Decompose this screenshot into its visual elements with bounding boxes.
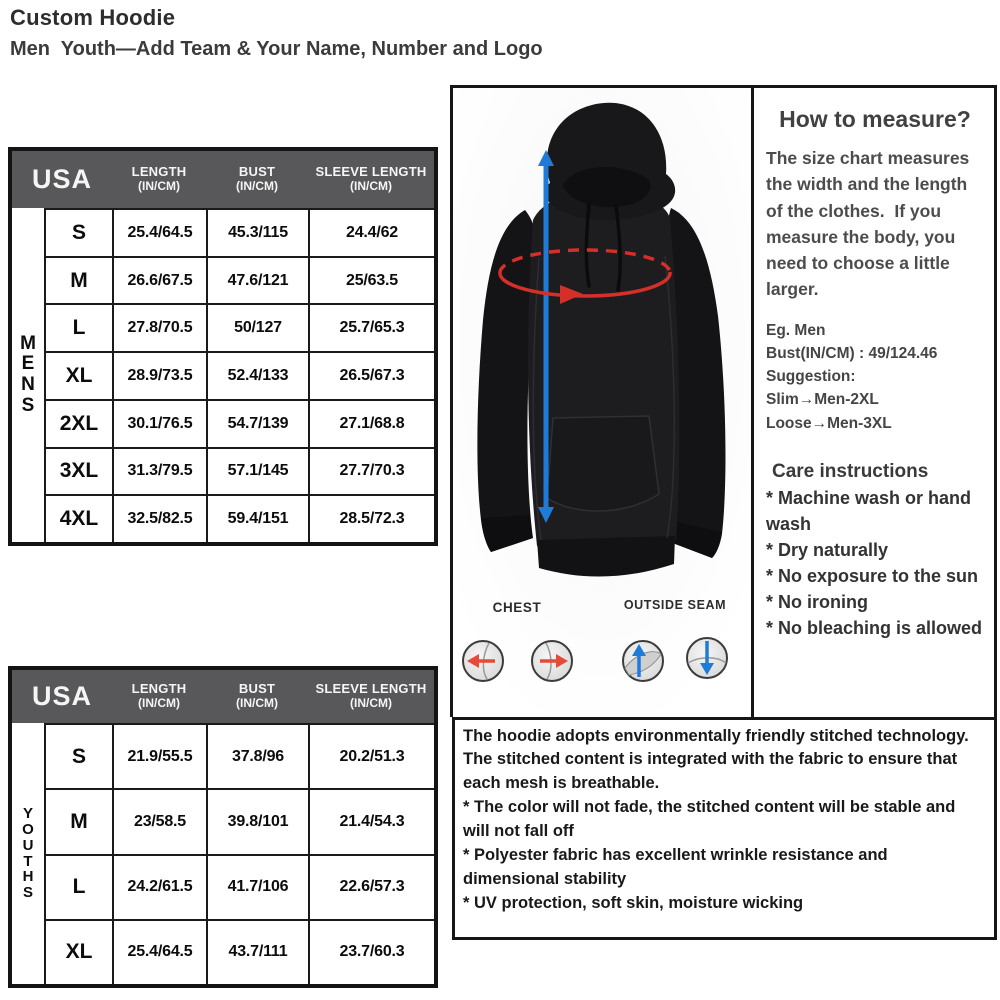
size-value: 21.4/54.3: [308, 790, 434, 853]
care-item: * No bleaching is allowed: [766, 618, 983, 639]
size-row: [46, 399, 434, 447]
size-value: 27.7/70.3: [308, 449, 434, 495]
info-paragraph: * Polyester fabric has excellent wrinkle resistance and dimensional stability: [463, 846, 888, 888]
youths-size-chart: [8, 666, 438, 988]
mens-rows: [46, 208, 434, 542]
info-paragraph: * The color will not fade, the stitched content will be stable and will not fall off: [463, 798, 956, 840]
size-value: 45.3/115: [206, 210, 308, 256]
info-paragraph: The hoodie adopts environmentally friendly stitched technology. The stitched content is integrated with the fabric to ensure that each mesh is breathable.: [463, 727, 969, 792]
usa-label: USA: [31, 681, 92, 711]
size-label: XL: [65, 364, 93, 388]
size-value: 28.9/73.5: [112, 353, 206, 399]
size-value: 30.1/76.5: [112, 401, 206, 447]
size-row: [46, 351, 434, 399]
usa-label: USA: [31, 164, 92, 194]
col-label: LENGTH: [131, 681, 187, 697]
care-item: * No exposure to the sun: [766, 566, 979, 587]
fabric-circle-seam-down: [687, 638, 727, 678]
size-label: 2XL: [59, 411, 99, 435]
size-row: [46, 854, 434, 919]
example-line: Loose→Men-3XL: [766, 414, 892, 432]
side-label-mens: M E N S: [12, 208, 46, 542]
size-label: M: [70, 809, 88, 833]
size-row: [46, 303, 434, 351]
size-value: 25/63.5: [308, 258, 434, 304]
col-sleeve-header: [308, 682, 434, 711]
size-value: 21.9/55.5: [112, 725, 206, 788]
size-label: S: [71, 220, 86, 244]
side-label-youths: Y O U T H S: [12, 723, 46, 984]
col-label: SLEEVE LENGTH: [315, 681, 427, 697]
info-paragraph: * UV protection, soft skin, moisture wicking: [463, 893, 804, 912]
size-row: [46, 723, 434, 788]
size-row: [46, 447, 434, 495]
size-value: 39.8/101: [206, 790, 308, 853]
size-value: 41.7/106: [206, 856, 308, 919]
col-unit: (IN/CM): [350, 179, 392, 194]
fabric-circle-chest-left: [463, 641, 503, 681]
size-value: 25.4/64.5: [112, 921, 206, 984]
col-unit: (IN/CM): [350, 696, 392, 711]
size-value: 20.2/51.3: [308, 725, 434, 788]
example-line: Slim→Men-2XL: [766, 391, 879, 409]
example-block: [766, 319, 984, 435]
bottom-info-box: [452, 717, 997, 940]
size-value: 22.6/57.3: [308, 856, 434, 919]
size-value: 24.4/62: [308, 210, 434, 256]
size-value: 32.5/82.5: [112, 496, 206, 542]
col-label: LENGTH: [131, 164, 187, 180]
col-label: SLEEVE LENGTH: [315, 164, 427, 180]
size-value: 27.8/70.5: [112, 305, 206, 351]
size-label: S: [71, 744, 86, 768]
example-line: Eg. Men: [766, 321, 826, 339]
care-item: * No ironing: [766, 592, 868, 613]
hoodie-panel: [450, 85, 754, 717]
care-block: [766, 461, 984, 642]
size-value: 23/58.5: [112, 790, 206, 853]
col-bust-header: [206, 165, 308, 194]
size-value: 28.5/72.3: [308, 496, 434, 542]
youths-chart-body: [12, 723, 434, 984]
col-unit: (IN/CM): [236, 179, 278, 194]
size-value: 43.7/111: [206, 921, 308, 984]
col-sleeve-header: [308, 165, 434, 194]
size-label: L: [72, 316, 86, 340]
size-value: 54.7/139: [206, 401, 308, 447]
size-row: [46, 788, 434, 853]
measure-panel: [754, 85, 997, 717]
care-list: [766, 485, 984, 642]
size-value: 59.4/151: [206, 496, 308, 542]
page-title: Custom Hoodie: [10, 5, 176, 30]
col-length-header: [112, 165, 206, 194]
size-label: M: [70, 268, 88, 292]
mens-size-chart: [8, 147, 438, 546]
measure-description: The size chart measures the width and the length of the clothes. If you measure the body, you need to choose a little larger.: [766, 148, 975, 300]
size-label: L: [72, 875, 86, 899]
how-to-measure-heading: How to measure?: [779, 106, 971, 132]
size-value: 52.4/133: [206, 353, 308, 399]
size-value: 57.1/145: [206, 449, 308, 495]
fabric-circle-chest-right: [532, 641, 572, 681]
size-value: 25.4/64.5: [112, 210, 206, 256]
col-unit: (IN/CM): [138, 696, 180, 711]
col-unit: (IN/CM): [138, 179, 180, 194]
size-label: 3XL: [59, 459, 99, 483]
care-item: * Dry naturally: [766, 539, 889, 560]
size-row: [46, 208, 434, 256]
chest-label: CHEST: [492, 600, 542, 615]
size-value: 26.6/67.5: [112, 258, 206, 304]
size-value: 47.6/121: [206, 258, 308, 304]
size-row: [46, 256, 434, 304]
col-unit: (IN/CM): [236, 696, 278, 711]
size-value: 31.3/79.5: [112, 449, 206, 495]
size-value: 50/127: [206, 305, 308, 351]
care-heading: Care instructions: [772, 460, 929, 482]
col-bust-header: [206, 682, 308, 711]
col-label: BUST: [238, 681, 276, 697]
fabric-circle-seam-up: [623, 641, 663, 681]
size-row: [46, 494, 434, 542]
size-label: XL: [65, 940, 93, 964]
size-value: 26.5/67.3: [308, 353, 434, 399]
col-length-header: [112, 682, 206, 711]
size-row: [46, 919, 434, 984]
youths-chart-header: [12, 670, 434, 723]
example-line: Bust(IN/CM) : 49/124.46: [766, 344, 938, 362]
col-label: BUST: [238, 164, 276, 180]
size-value: 27.1/68.8: [308, 401, 434, 447]
mens-chart-header: [12, 151, 434, 208]
example-line: Suggestion:: [766, 368, 856, 385]
page-subtitle: Men Youth—Add Team & Your Name, Number and Logo: [10, 38, 543, 60]
size-value: 24.2/61.5: [112, 856, 206, 919]
mens-chart-body: [12, 208, 434, 542]
size-value: 25.7/65.3: [308, 305, 434, 351]
size-value: 37.8/96: [206, 725, 308, 788]
outside-seam-label: OUTSIDE SEAM: [623, 598, 727, 612]
size-label: 4XL: [59, 507, 99, 531]
size-value: 23.7/60.3: [308, 921, 434, 984]
youths-rows: [46, 723, 434, 984]
hoodie-illustration: [453, 88, 751, 717]
care-item: * Machine wash or hand wash: [766, 487, 972, 534]
